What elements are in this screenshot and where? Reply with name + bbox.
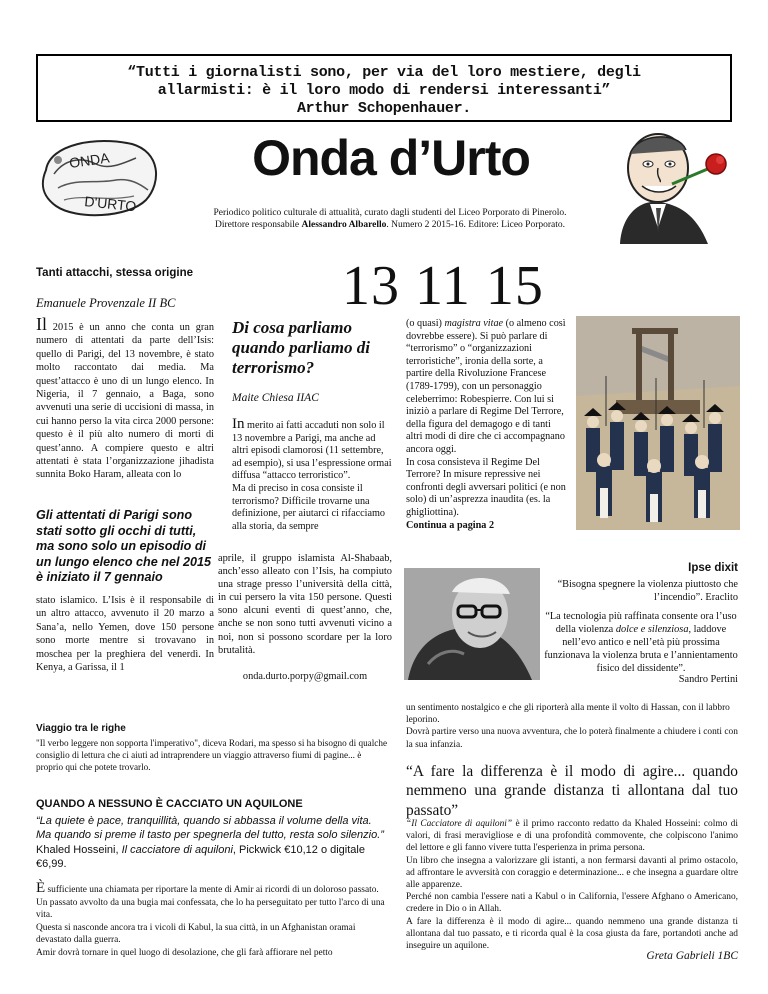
svg-text:ONDA: ONDA	[68, 149, 111, 171]
article1-body-continued: stato islamico. L’Isis è il responsabile di un altro attacco, avvenuto il 20 marzo a Sana’a, nello Yemen, dove 150 persone sono morte mentre si trovavano in moschea per la preghiera del venerdì. In Kenya, a Garissa, il 1	[36, 595, 214, 674]
revolution-engraving	[576, 316, 740, 530]
ipse-quote-eraclito: “Bisogna spegnere la violenza piuttosto che l’incendio”. Eraclito	[557, 579, 738, 603]
book-quote: “La quiete è pace, tranquillità, quando si abbassa il volume della vita. Ma quando si preme il tasto per spegnerla del tutto, resta solo silenzio.”	[36, 815, 384, 841]
caricature-drawing	[612, 128, 738, 244]
portrait-drawing	[404, 568, 540, 680]
book-review-dropcap: È	[36, 880, 46, 896]
masthead-title: Onda d’Urto	[252, 130, 530, 186]
header-quote-author: Arthur Schopenhauer.	[296, 100, 472, 117]
book-review-continued: un sentimento nostalgico e che gli riporterà alla mente il volto di Hassan, con il labbro leporino. Dovrà partire verso una nuova avventura, che lo poterà finalmente a chiudere i conti con la sua infanzia.	[406, 703, 738, 750]
masthead-info-suffix: . Numero 2 2015-16. Editore: Liceo Porporato.	[386, 220, 566, 230]
masthead-info-line: Periodico politico culturale di attualità, curato dagli studenti del Liceo Porporato di Pinerolo.	[213, 208, 567, 218]
article2-title: Di cosa parliamo quando parliamo di terrorismo?	[232, 318, 370, 377]
article1-title: Tanti attacchi, stessa origine	[36, 267, 194, 279]
header-quote-box	[36, 54, 732, 122]
ipse-dixit-title: Ipse dixit	[688, 562, 738, 574]
article1-pull-quote: Gli attentati di Parigi sono stati sotto gli occhi di tutti, ma sono solo un episodio di un lungo elenco che nel 2015 è iniziato il 7 gennaio	[36, 508, 211, 584]
article2-author: Maite Chiesa IIAC	[232, 392, 319, 404]
book-credit-title: Il cacciatore di aquiloni	[121, 844, 233, 856]
svg-text:D'URTO: D'URTO	[83, 193, 138, 215]
book-review-analysis-text: è il primo racconto redatto da Khaled Hosseini: colmo di valori, di frasi meravigliose e di una profondità commovente, che colpiscono l'animo del lettore e gli fanno vivere tutta l'esperienza in prima persona. Un libro che insegna a valorizzare gli istanti, a non fermarsi davanti al primo ostacolo, ad affrontare le avversità con coraggio e determinazione... e che insegna a guardare oltre alle apparenze. Perché non cambia l'essere nati a Kabul o in California, l'essere Afghano o Americano, credere in Dio o in Allah. A fare la differenza è il modo di agire... quando nemmeno una grande distanza ti allontana dal tuo passato, e ti ricorda qual è la cosa giusta da fare, portandoti anche ad inseguire un aquilone.	[406, 819, 738, 952]
book-credit	[36, 843, 388, 871]
ipse-quote2-a: “La tecnologia più raffinata consente ora l’uso della violenza	[545, 611, 737, 635]
book-review-analysis-title: “Il Cacciatore di aquiloni”	[406, 819, 513, 829]
article3-text-b: (o almeno così dovrebbe essere). Si può parlare di “terrorismo” o “organizzazioni terroristiche”, ironia della sorte, a partire della Rivoluzione Francese (1789-1799), con un personaggio celeberrimo: Robespierre. Con lui si iniziò a parlare di Regime Del Terrore, della figura del demagogo e di tanti altri modi di dire che ci accompagnano ancora oggi. In cosa consisteva il Regime Del Terrore? In misure repressive nei confronti degli avversari politici (e non solo) di un’asprezza inaudita (es. la ghigliottina).	[406, 318, 566, 518]
article1-body-text: 2015 è un anno che conta un gran numero di attentati da parte dell’Isis: quello di Parigi, del 13 novembre, è stato molto raccontato dai media. Ma quest’attacco è uno di un lungo elenco. In Nigeria, il 7 gennaio, a Baga, sono avvenuti una serie di uccisioni di massa, in cui hanno perso la vita circa 2000 persone: questo è il più alto numero di morti di quest’anno. A compiere questo e altri attentati è stata l’organizzazione jihadista sunnita Boko Haram, alleata con lo	[36, 322, 214, 481]
article2-body-text: merito ai fatti accaduti non solo il 13 novembre a Parigi, ma anche ad altri episodi clamorosi (11 settembre, ad esempio), si usa l’espressione ormai diffusa “attacco terroristico”. Ma di preciso in cosa consiste il terrorismo? Difficile trovarne una definizione, per aiutarci ci rifacciamo alla storia, da sempre	[232, 420, 392, 532]
ipse-quote2-italic: dolce e silenziosa	[615, 624, 689, 635]
article2-body-continued: aprile, il gruppo islamista Al-Shabaab, anch’esso alleato con l’Isis, ha compiuto una strage presso l’università della città, in cui persero la vita 150 persone. Questi sono alcuni eventi di quest’anno, che, anche se non sono tutti avvenuti vicino a noi, non si possono scordare per la loro brutalità.	[218, 553, 392, 656]
article1-body	[36, 314, 214, 482]
caricature-illustration	[612, 128, 738, 244]
masthead-info-line	[170, 219, 610, 231]
article3-text	[406, 318, 566, 518]
ipse-quote2-b: , laddove nell’evo antico e nell’età più prossima funzionava la violenza bruta e l’annientamento fisico del dissidente”.	[544, 624, 738, 674]
article2-body	[232, 418, 394, 533]
portrait-photo	[404, 568, 540, 680]
ipse-quote-pertini	[544, 610, 738, 675]
article2-dropcap: In	[232, 416, 245, 432]
masthead-info	[170, 207, 610, 231]
header-quote-line: “Tutti i giornalisti sono, per via del loro mestiere, degli	[127, 64, 641, 81]
onda-durto-logo	[36, 130, 164, 224]
book-review-author: Greta Gabrieli 1BC	[646, 950, 738, 962]
ipse-signature: Sandro Pertini	[678, 674, 738, 685]
masthead-director: Alessandro Albarello	[301, 220, 387, 230]
date-headline: 13 11 15	[342, 255, 544, 317]
book-review-body	[36, 882, 388, 960]
book-review-pull-quote: “A fare la differenza è il modo di agire... quando nemmeno una grande distanza ti allontana dal tuo passato”	[406, 763, 738, 819]
article3-column	[406, 318, 566, 532]
engraving-drawing	[576, 316, 740, 530]
article1-dropcap: Il	[36, 314, 47, 334]
article3-text-italic: magistra vitae	[444, 318, 504, 329]
viaggio-title: Viaggio tra le righe	[36, 723, 126, 734]
book-review-body-text: sufficiente una chiamata per riportare la mente di Amir ai ricordi di un doloroso passato. Un passato avvolto da una bugia mai confessata, che lo ha perseguitato per tutto l'arco di una vita. Questa si nasconde ancora tra i vicoli di Kabul, la sua città, in un Afghanistan oramai devastato dalla guerra. Amir dovrà tornare in quel luogo di desolazione, che gli farà affiorare nel petto	[36, 885, 385, 958]
article1-author: Emanuele Provenzale II BC	[36, 296, 176, 310]
masthead-info-prefix: Direttore responsabile	[214, 220, 302, 230]
logo-drawing	[36, 130, 164, 224]
book-review-title: QUANDO A NESSUNO È CACCIATO UN AQUILONE	[36, 798, 303, 810]
viaggio-body: "Il verbo leggere non sopporta l'imperativo", diceva Rodari, ma spesso si ha bisogno di qualche consiglio di lettura che ci aiuti ad intraprendere un viaggio attraverso fiumi di pagine... è proprio qui che potete trovarlo.	[36, 738, 388, 772]
header-quote-line: allarmisti: è il loro modo di rendersi interessanti”	[157, 82, 611, 99]
book-credit-author: Khaled Hosseini,	[36, 844, 122, 856]
continue-link[interactable]: Continua a pagina 2	[406, 519, 495, 531]
contact-email[interactable]: onda.durto.porpy@gmail.com	[242, 671, 368, 682]
book-credit-price: , Pickwick €10,12 o digitale €6,99.	[36, 844, 365, 870]
article3-text-a: (o quasi)	[406, 318, 445, 329]
book-review-analysis	[406, 818, 738, 952]
